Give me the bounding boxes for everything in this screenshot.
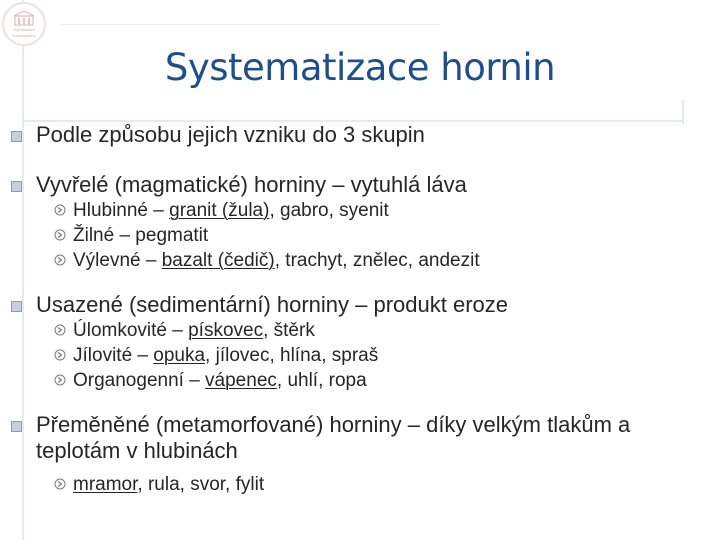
- underlined-term: mramor: [73, 474, 138, 495]
- sub-text-suffix: , rula, svor, fylit: [137, 474, 265, 495]
- circled-arrow-bullet-icon: [54, 478, 66, 490]
- sub-text-prefix: Žilné – pegmatit: [73, 225, 209, 246]
- decor-top-line: [60, 24, 440, 25]
- decor-right-tick: [682, 100, 684, 124]
- circled-arrow-bullet-icon: [54, 324, 66, 336]
- sub-bullet-text: [73, 250, 480, 272]
- circled-arrow-bullet-icon: [54, 374, 66, 386]
- sub-bullet-text: [73, 200, 389, 222]
- square-bullet-icon: [8, 178, 22, 192]
- sub-text-prefix: Úlomkovité –: [73, 320, 189, 341]
- logo-text-line-1: Gymnázium: [13, 27, 35, 32]
- underlined-term: granit (žula): [169, 200, 270, 221]
- bullet-text: Podle způsobu jejich vzniku do 3 skupin: [36, 122, 425, 147]
- square-bullet-icon: [8, 418, 22, 432]
- sub-text-suffix: , gabro, syenit: [269, 200, 389, 221]
- bullet-text: Vyvřelé (magmatické) horniny – vytuhlá láva: [36, 172, 467, 197]
- underlined-term: bazalt (čedič): [161, 250, 275, 271]
- circled-arrow-bullet-icon: [54, 204, 66, 216]
- square-bullet-icon: [8, 128, 22, 142]
- circled-arrow-bullet-icon: [54, 229, 66, 241]
- sub-bullet-text: [73, 345, 378, 367]
- sub-text-suffix: , trachyt, znělec, andezit: [274, 250, 480, 271]
- sub-bullet-text: [73, 320, 315, 342]
- circled-arrow-bullet-icon: [54, 349, 66, 361]
- sub-text-prefix: Jílovité –: [73, 345, 154, 366]
- underlined-term: pískovec: [188, 320, 264, 341]
- circled-arrow-bullet-icon: [54, 254, 66, 266]
- sub-bullet-text: [73, 474, 264, 496]
- sub-text-prefix: Hlubinné –: [73, 200, 170, 221]
- slide-title: Systematizace hornin: [164, 46, 556, 89]
- school-logo: [2, 2, 46, 46]
- logo-text-line-2: Komenského: [12, 33, 36, 38]
- school-crest-icon: [13, 10, 35, 26]
- sub-text-suffix: , jílovec, hlína, spraš: [205, 345, 379, 366]
- sub-bullet-text: [73, 370, 367, 392]
- sub-text-prefix: Výlevné –: [73, 250, 162, 271]
- sub-text-suffix: , štěrk: [263, 320, 315, 341]
- square-bullet-icon: [8, 298, 22, 312]
- underlined-term: opuka: [153, 345, 206, 366]
- sub-text-suffix: , uhlí, ropa: [276, 370, 367, 391]
- sub-bullet-text: [73, 225, 208, 247]
- bullet-text: Usazené (sedimentární) horniny – produkt eroze: [36, 292, 509, 317]
- underlined-term: vápenec: [205, 370, 277, 391]
- sub-text-prefix: Organogenní –: [73, 370, 206, 391]
- bullet-text: Přeměněné (metamorfované) horniny – díky velkým tlakům a teplotám v hlubinách: [36, 412, 631, 463]
